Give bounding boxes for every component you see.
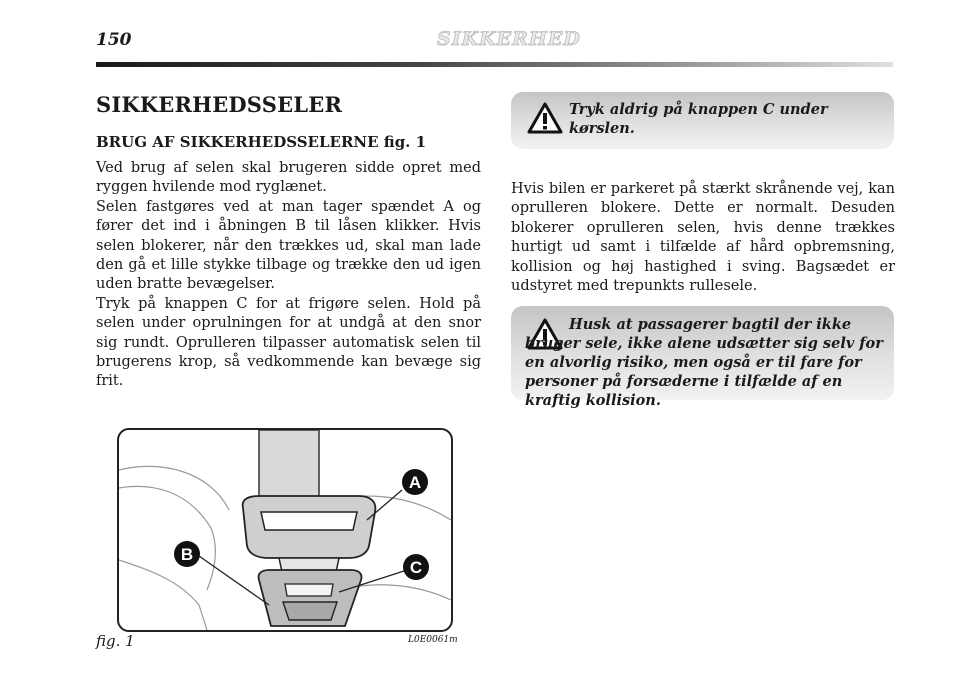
section-subtitle: BRUG AF SIKKERHEDSSELERNE fig. 1 (96, 133, 427, 151)
seatbelt-illustration (119, 430, 451, 630)
warning-box-2 (511, 306, 894, 409)
figure-caption: fig. 1 (96, 632, 135, 650)
figure-code: L0E0061m (408, 635, 458, 645)
warning-text-1: Tryk aldrig på knappen C under kørslen. (569, 101, 828, 137)
page-number: 150 (96, 30, 132, 50)
body-text-right: Hvis bilen er parkeret på stærkt skrånende vej, kan oprulleren blokere. Dette er normalt. Desuden blokerer oprulleren selen, hvis denne trækkes hurtigt ud samt i tilfælde af hård opbremsning, kollision og høj hastighed i sving. Bagsædet er udstyret med trepunkts rullesele. (511, 181, 895, 295)
body-text-left: Ved brug af selen skal brugeren sidde opret med ryggen hvilende mod ryglænet. Selen fastgøres ved at man tager spændet A og fører det ind i åbningen B til låsen klikker. Hvis selen blokerer, når den trækkes ud, skal man lade den gå et lille stykke tilbage og trække den ud igen uden bratte bevægelser. Tryk på knappen C for at frigøre selen. Hold på selen under oprulningen for at undgå at den snor sig rundt. Oprulleren tilpasser automatisk selen til brugerens krop, så vedkommende kan bevæge sig frit. (96, 160, 481, 390)
warning-triangle-icon (527, 102, 563, 134)
figure-seatbelt-buckle (117, 428, 453, 632)
header-rule (96, 62, 893, 67)
section-title: SIKKERHEDSSELER (96, 92, 343, 117)
warning-text-2: Husk at passagerer bagtil der ikke bruger sele, ikke alene udsætter sig selv for en alvorlig risiko, men også er til fare for personer på forsæderne i tilfælde af en kraftig kollision. (525, 316, 883, 409)
callout-c-label: C (409, 558, 423, 577)
callout-b-label: B (180, 545, 194, 564)
running-head: SIKKERHED (437, 28, 581, 50)
callout-a-label: A (408, 473, 422, 492)
warning-box-1 (511, 92, 894, 149)
